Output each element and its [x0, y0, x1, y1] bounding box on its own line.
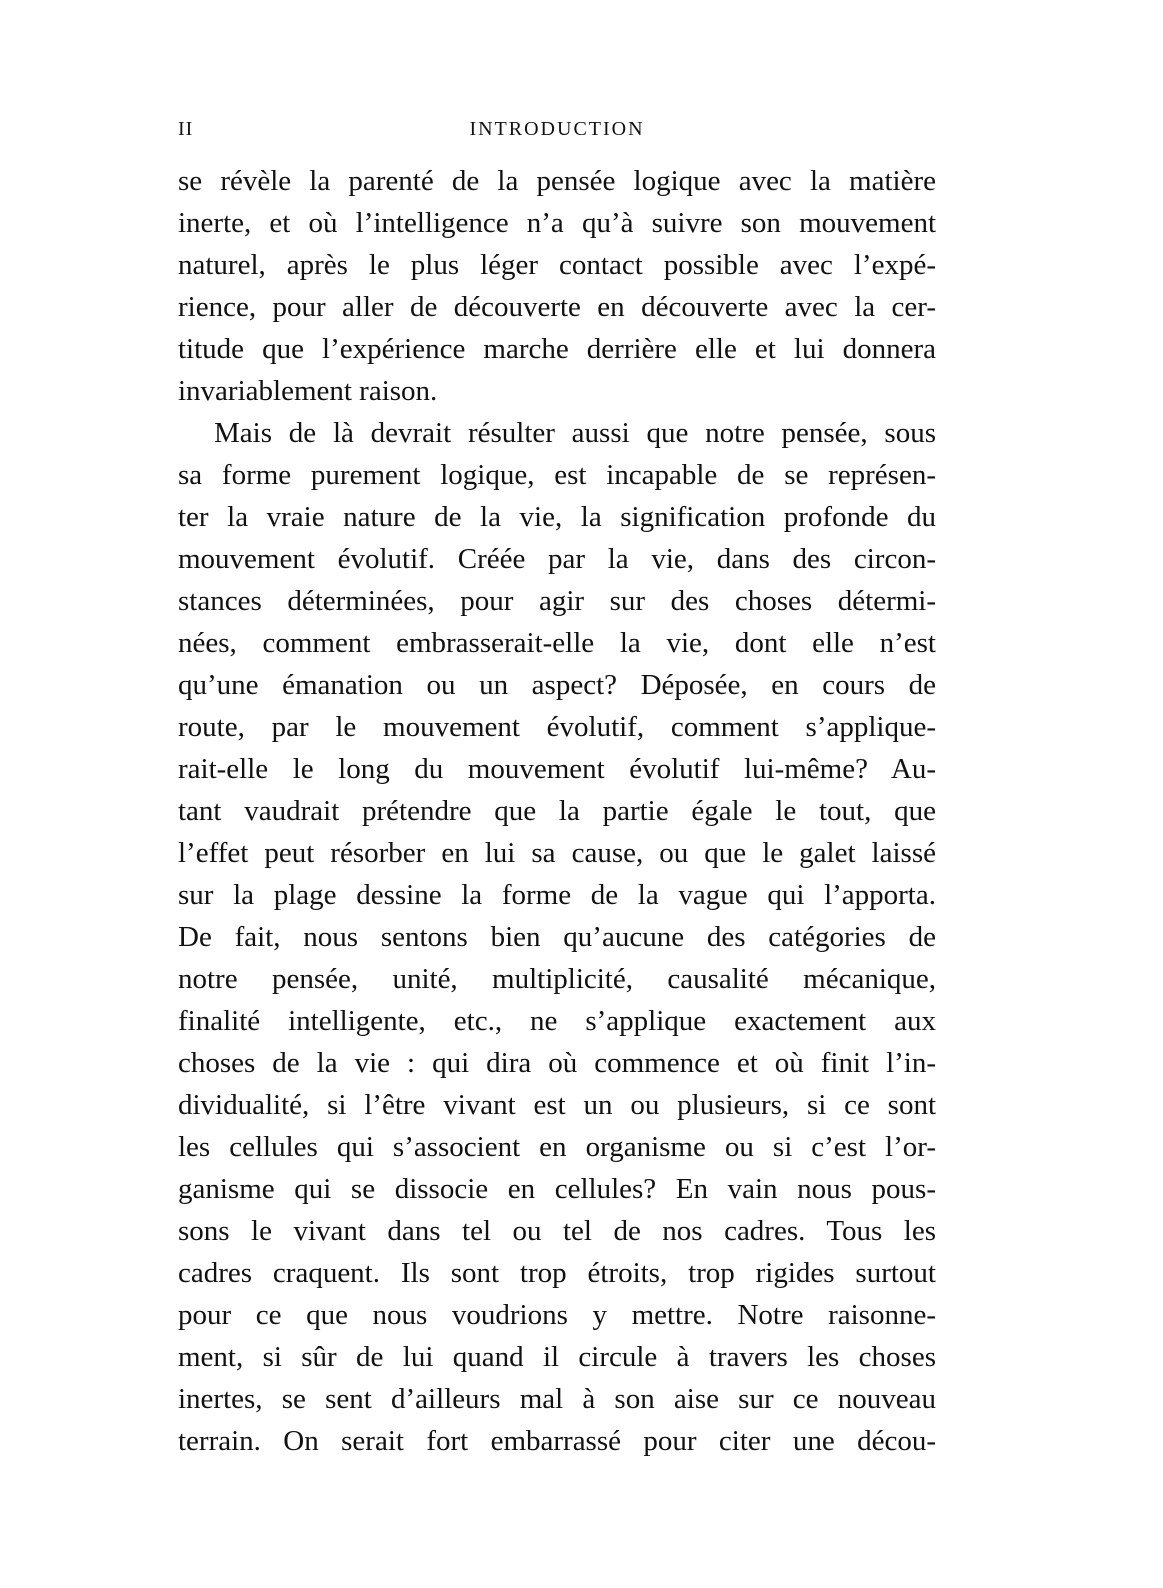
- text-line: stances déterminées, pour agir sur des choses détermi-: [178, 585, 936, 617]
- text-line: route, par le mouvement évolutif, comment s’applique-: [178, 711, 936, 743]
- text-line: De fait, nous sentons bien qu’aucune des catégories de: [178, 921, 936, 953]
- text-line: ter la vraie nature de la vie, la signification profonde du: [178, 501, 936, 533]
- text-line: sons le vivant dans tel ou tel de nos cadres. Tous les: [178, 1215, 936, 1247]
- text-line: rait-elle le long du mouvement évolutif lui-même? Au-: [178, 753, 936, 785]
- text-line: terrain. On serait fort embarrassé pour citer une décou-: [178, 1425, 936, 1457]
- text-line: se révèle la parenté de la pensée logique avec la matière: [178, 165, 936, 197]
- text-line: cadres craquent. Ils sont trop étroits, trop rigides surtout: [178, 1257, 936, 1289]
- running-head: [178, 118, 936, 144]
- text-line: inertes, se sent d’ailleurs mal à son aise sur ce nouveau: [178, 1383, 936, 1415]
- text-line: tant vaudrait prétendre que la partie égale le tout, que: [178, 795, 936, 827]
- text-line: l’effet peut résorber en lui sa cause, ou que le galet laissé: [178, 837, 936, 869]
- body-text: [178, 160, 936, 1462]
- text-line: nées, comment embrasserait-elle la vie, dont elle n’est: [178, 627, 936, 659]
- text-line: naturel, après le plus léger contact possible avec l’expé-: [178, 249, 936, 281]
- text-line: invariablement raison.: [178, 375, 438, 407]
- text-line: pour ce que nous voudrions y mettre. Notre raisonne-: [178, 1299, 936, 1331]
- text-line: sa forme purement logique, est incapable de se représen-: [178, 459, 936, 491]
- running-title: INTRODUCTION: [469, 118, 645, 140]
- text-line: Mais de là devrait résulter aussi que notre pensée, sous: [214, 417, 936, 449]
- text-line: dividualité, si l’être vivant est un ou plusieurs, si ce sont: [178, 1089, 936, 1121]
- text-line: mouvement évolutif. Créée par la vie, dans des circon-: [178, 543, 936, 575]
- text-line: les cellules qui s’associent en organisme ou si c’est l’or-: [178, 1131, 936, 1163]
- text-line: ganisme qui se dissocie en cellules? En vain nous pous-: [178, 1173, 936, 1205]
- text-line: notre pensée, unité, multiplicité, causalité mécanique,: [178, 963, 936, 995]
- text-line: sur la plage dessine la forme de la vague qui l’apporta.: [178, 879, 936, 911]
- text-line: qu’une émanation ou un aspect? Déposée, en cours de: [178, 669, 936, 701]
- text-line: ment, si sûr de lui quand il circule à travers les choses: [178, 1341, 936, 1373]
- page-number: II: [178, 118, 194, 140]
- text-line: choses de la vie : qui dira où commence et où finit l’in-: [178, 1047, 936, 1079]
- text-line: rience, pour aller de découverte en découverte avec la cer-: [178, 291, 936, 323]
- text-line: inerte, et où l’intelligence n’a qu’à suivre son mouvement: [178, 207, 936, 239]
- text-line: titude que l’expérience marche derrière elle et lui donnera: [178, 333, 936, 365]
- text-line: finalité intelligente, etc., ne s’applique exactement aux: [178, 1005, 936, 1037]
